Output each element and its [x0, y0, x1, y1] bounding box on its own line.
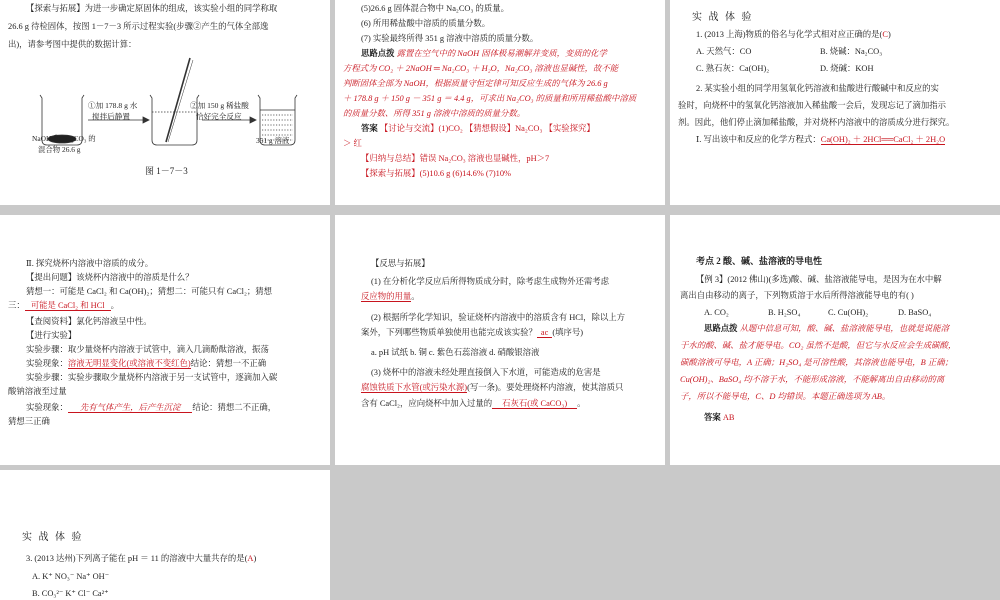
text-span: 。 [577, 399, 586, 408]
text-span: (写一条)。要处理烧杯内溶液，使其溶质只 [467, 383, 624, 392]
answer-line [361, 381, 623, 394]
text-line: Ⅱ. 探究烧杯内溶液中溶质的成分。 [26, 259, 154, 268]
answer-blank: 溶液无明显变化(或溶液不变红色) [67, 359, 191, 368]
text-line: 【探索与拓展】为进一步确定原固体的组成，该实验小组的同学称取 [26, 4, 278, 13]
hint-text: 判断固体全部为 NaOH，根据质量守恒定律可知反应生成的气体为 26.6 g [343, 79, 608, 88]
step-2-sublabel: 恰好完全反应 [196, 112, 242, 121]
hint-text: 子，所以不能导电，C、D 均错误。本题正确选项为 AB。 [680, 392, 891, 401]
text-line: 2. 某实验小组的同学用氢氧化钙溶液和盐酸进行酸碱中和反应的实 [696, 84, 939, 93]
option-a: A. CO₂ [704, 308, 729, 317]
question-line [26, 552, 256, 565]
slide-4 [0, 215, 330, 465]
stirring-rod [166, 58, 190, 142]
answer-blank: 反应物的用量 [361, 292, 412, 301]
answer-blank: 先有气体产生，后产生沉淀 [68, 403, 193, 413]
text-line: 猜想一：可能是 CaCl₂ 和 Ca(OH)₂；猜想二：可能只有 CaCl₂；猜想 [26, 287, 273, 296]
text-line: 猜想三正确 [8, 417, 50, 426]
text-line: 【进行实验】 [26, 331, 77, 340]
text-line: (6) 所用稀盐酸中溶质的质量分数。 [361, 19, 491, 28]
beaker-1-sublabel: 混合物 26.6 g [38, 145, 81, 154]
example-text: 离出自由移动的离子，下列物质溶于水后所得溶液能导电的有( ) [680, 291, 914, 300]
answer-blank: 腐蚀铁质下水管(或污染水源) [361, 383, 468, 392]
step-2-label: ②加 150 g 稀盐酸 [190, 101, 249, 110]
answer-blank: 石灰石(或 CaCO₃) [492, 399, 577, 409]
answer-blank: ac [537, 328, 552, 338]
text-span: 实验现象： [26, 359, 68, 368]
figure-caption: 图 1－7－3 [145, 166, 188, 176]
text-span: 结论：猜想二不正确， [192, 403, 277, 412]
hint-text: 的质量分数、所得 351 g 溶液中溶质的质量分数。 [343, 109, 526, 118]
text-span: 含有 CaCl₂，应向烧杯中加入过量的 [361, 399, 493, 408]
answer-line [361, 122, 595, 135]
phenomenon-line [26, 401, 276, 414]
section-heading: 考点 2 酸、碱、盐溶液的导电性 [696, 256, 823, 266]
question-line [696, 28, 891, 41]
hint-text: 于水的酸、碱、盐才能导电。CO₂ 虽然不是酸，但它与水反应会生成碳酸， [680, 341, 957, 350]
text-span: 三： [8, 301, 25, 310]
text-line: 实验步骤：取少量烧杯内溶液于试管中，滴入几滴酚酞溶液，振荡 [26, 345, 269, 354]
question-text: Ⅰ. 写出该中和反应的化学方程式： [696, 135, 821, 144]
option-d: D. BaSO₄ [898, 308, 932, 317]
answer-line [704, 411, 734, 424]
step-1-sublabel: 搅拌后静置 [92, 112, 130, 121]
text-span: 实验现象： [26, 403, 68, 412]
slide-7 [0, 470, 330, 600]
hint-text: Cu(OH)₂、BaSO₄ 均不溶于水，不能形成溶液，不能解离出自由移动的离 [680, 375, 945, 384]
slide-3 [670, 0, 1000, 205]
answer-text: 【探索与拓展】(5)10.6 g (6)14.6% (7)10% [361, 169, 512, 178]
hint-label: 思路点拨 [361, 49, 395, 58]
question-text: 3. (2013 达州)下列离子能在 pH ＝ 11 的溶液中大量共存的是( [26, 554, 248, 563]
slide-2 [335, 0, 665, 205]
equation-answer: Ca(OH)₂ ＋ 2HCl══CaCl₂ ＋ 2H₂O [820, 135, 946, 144]
text-line: (5)26.6 g 固体混合物中 Na₂CO₃ 的质量。 [361, 4, 509, 13]
option-a: A. 天然气：CO [696, 47, 752, 56]
hint-text: 方程式为 CO₂ ＋ 2NaOH ═ Na₂CO₃ ＋ H₂O，Na₂CO₃ 溶液也显碱性，故不能 [343, 64, 619, 73]
answer-text: 【讨论与交流】(1)CO₂ 【猜想假设】Na₂CO₃ 【实验探究】 [379, 124, 595, 133]
slide-1 [0, 0, 330, 205]
text-line: (3) 烧杯中的溶液未经处理直接倒入下水道，可能造成的危害是 [371, 368, 601, 377]
hint-text: 从题中信息可知，酸、碱、盐溶液能导电，也就是说能溶 [739, 324, 949, 333]
answer-text: ＞ 红 [343, 139, 362, 148]
hint-line [361, 47, 607, 60]
options-line: a. pH 试纸 b. 铜 c. 紫色石蕊溶液 d. 硝酸银溶液 [371, 348, 540, 357]
question-end: ) [253, 554, 257, 563]
option-b: B. CO₃²⁻ K⁺ Cl⁻ Ca²⁺ [32, 589, 109, 598]
step-1-label: ①加 178.8 g 水 [88, 101, 138, 110]
option-d: D. 烧碱：KOH [820, 64, 874, 73]
text-line: 验时，向烧杯中的氢氧化钙溶液加入稀盐酸一会后，发现忘记了滴加指示 [678, 101, 946, 110]
answer-label: 答案 [361, 124, 378, 133]
phenomenon-line [26, 357, 266, 370]
text-line: 【查阅资料】氯化钙溶液呈中性。 [26, 317, 152, 326]
slide-5 [335, 215, 665, 465]
section-heading: 实 战 体 验 [692, 12, 754, 23]
text-span: 。 [411, 292, 420, 301]
question-answer: A [247, 554, 254, 563]
equation-line [696, 133, 945, 146]
hint-text: 露置在空气中的 NaOH 固体极易潮解并变质，变质的化学 [396, 49, 607, 58]
hint-line [704, 322, 949, 335]
hint-text: ＋ 178.8 g ＋ 150 g － 351 g ＝ 4.4 g，可求出 Na₂CO₃ 的质量和所用稀盐酸中溶质 [343, 94, 637, 103]
text-line: 酸钠溶液至过量 [8, 387, 67, 396]
option-b: B. 烧碱：Na₂CO₃ [820, 47, 883, 56]
option-a: A. K⁺ NO₃⁻ Na⁺ OH⁻ [32, 572, 110, 581]
slide-6 [670, 215, 1000, 465]
answer-blank: 可能是 CaCl₂ 和 HCl [25, 301, 111, 311]
text-line: (7) 实验最终所得 351 g 溶液中溶质的质量分数。 [361, 34, 539, 43]
option-c: C. Cu(OH)₂ [828, 308, 869, 317]
beaker-1-label: NaOH 和 Na₂CO₃ 的 [32, 134, 96, 143]
text-line: 26.6 g 待检固体，按图 1－7－3 所示过程实验(步骤②产生的气体全部逸 [8, 22, 269, 31]
question-end: ) [887, 30, 891, 39]
answer-line [361, 326, 583, 339]
text-line: 出)，请参考图中提供的数据计算： [8, 40, 137, 49]
answer-text: 【归纳与总结】错误 Na₂CO₃ 溶液也显碱性，pH＞7 [361, 154, 550, 163]
text-line: 实验步骤：实验步骤取少量烧杯内溶液于另一支试管中，逐滴加入碳 [26, 373, 278, 382]
hint-text: 碳酸溶液可导电，A 正确；H₂SO₄ 是可溶性酸，其溶液也能导电，B 正确； [680, 358, 953, 367]
text-line: 剂。因此，他们停止滴加稀盐酸，并对烧杯内溶液中的溶质成分进行探究。 [678, 118, 955, 127]
empty-area [335, 470, 1000, 600]
text-line: 【提出问题】该烧杯内溶液中的溶质是什么？ [26, 273, 194, 282]
question-text: 1. (2013 上海)物质的俗名与化学式相对应正确的是( [696, 30, 883, 39]
answer-line [361, 397, 586, 410]
text-line: (1) 在分析化学反应后所得物质成分时，除考虑生成物外还需考虑 [371, 277, 609, 286]
text-span: (填序号) [552, 328, 584, 337]
hint-label: 思路点拨 [704, 324, 738, 333]
text-span: 。 [110, 301, 120, 310]
section-heading: 实 战 体 验 [22, 532, 84, 543]
text-line: (2) 根据所学化学知识，验证烧杯内溶液中的溶质含有 HCl，除以上方 [371, 313, 626, 322]
example-text: 【例 3】(2012 佛山)(多选)酸、碱、盐溶液能导电，是因为在水中解 [696, 275, 942, 284]
answer-text: AB [722, 413, 735, 422]
option-c: C. 熟石灰：Ca(OH)₂ [696, 64, 770, 73]
text-line: 【反思与拓展】 [371, 259, 430, 268]
text-span: 案外，下列哪些物质单独使用也能完成该实验？ [361, 328, 537, 337]
option-b: B. H₂SO₄ [768, 308, 801, 317]
answer-line [361, 290, 420, 303]
question-answer: C [882, 30, 888, 39]
text-span: 结论：猜想一不正确 [190, 359, 267, 368]
guess-three-line [8, 299, 119, 312]
answer-label: 答案 [704, 413, 721, 422]
beaker-3-label: 351 g 溶液 [256, 136, 290, 145]
